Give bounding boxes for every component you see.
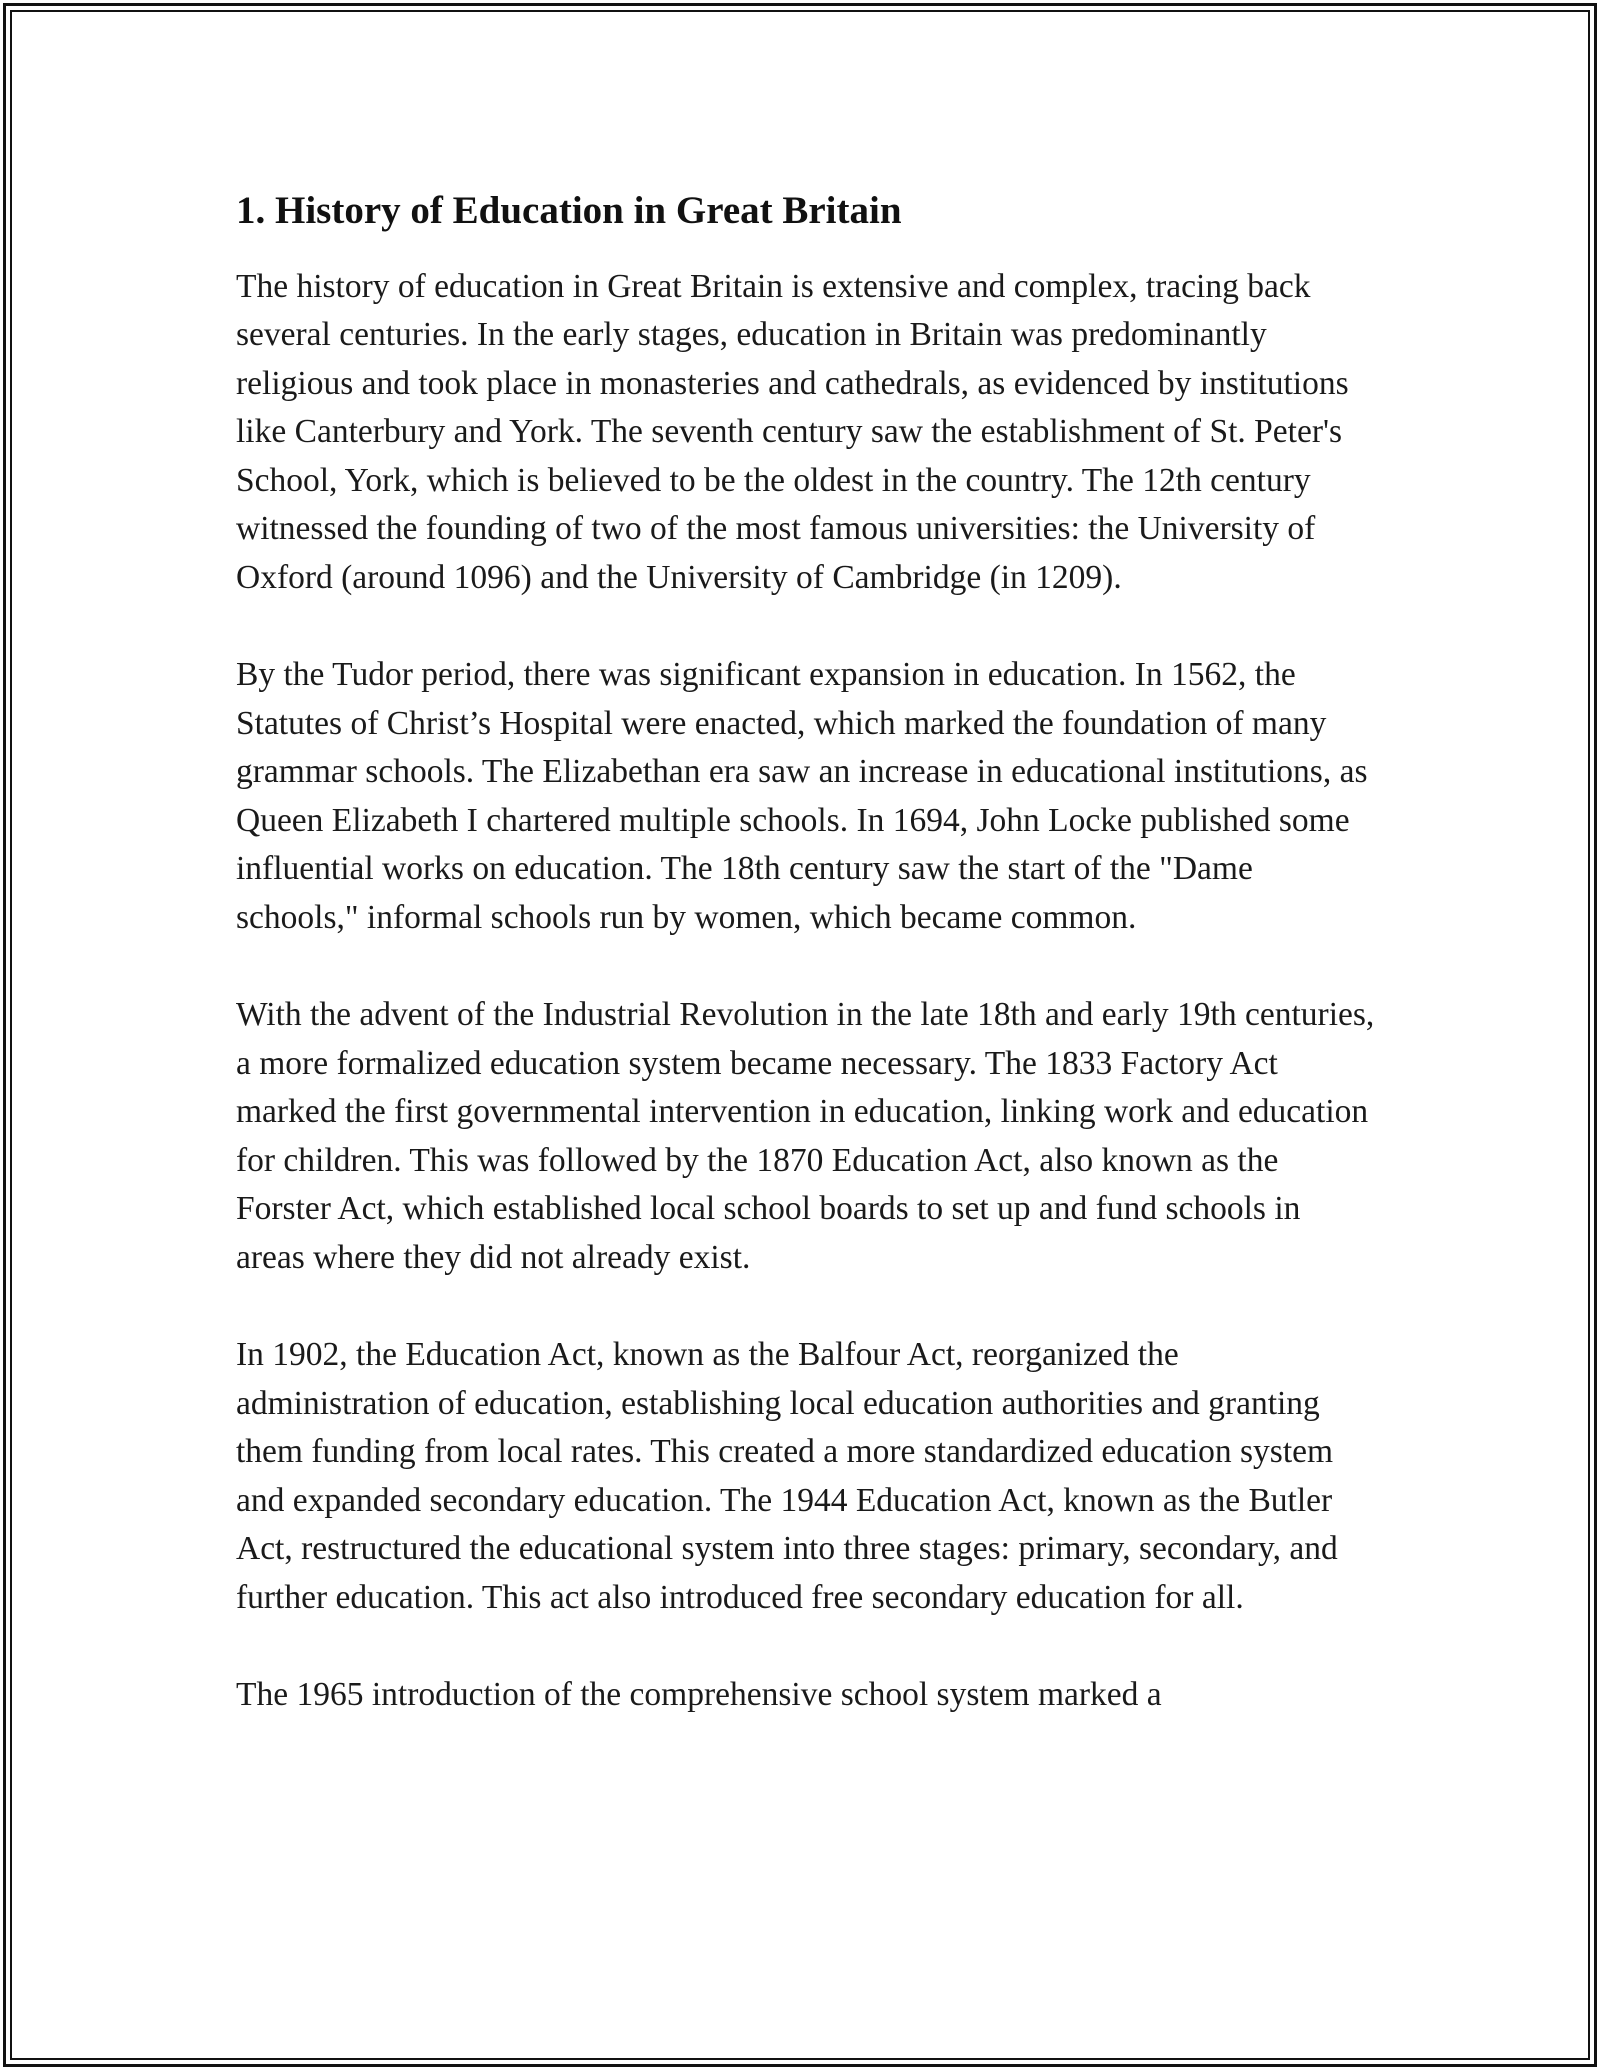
document-body <box>236 188 1376 1769</box>
paragraph-comprehensive-schools: The 1965 introduction of the comprehensive school system marked a <box>236 1676 1162 1714</box>
paragraph-industrial-revolution: With the advent of the Industrial Revolution in the late 18th and early 19th centuries, a more formalized education system became necessary. The 1833 Factory Act marked the first governmental intervention in education, linking work and education for children. This was followed by the 1870 Education Act, also known as the Forster Act, which established local school boards to set up and fund schools in areas where they did not already exist. <box>236 996 1375 1276</box>
paragraph-twentieth-century-acts: In 1902, the Education Act, known as the Balfour Act, reorganized the administration of education, establishing local education authorities and granting them funding from local rates. This created a more standardized education system and expanded secondary education. The 1944 Education Act, known as the Butler Act, restructured the educational system into three stages: primary, secondary, and further education. This act also introduced free secondary education for all. <box>236 1336 1338 1616</box>
section-heading: 1. History of Education in Great Britain <box>236 189 902 232</box>
paragraph-early-history: The history of education in Great Britain is extensive and complex, tracing back several centuries. In the early stages, education in Britain was predominantly religious and took place in monasteries and cathedrals, as evidenced by institutions like Canterbury and York. The seventh century saw the establishment of St. Peter's School, York, which is believed to be the oldest in the country. The 12th century witnessed the founding of two of the most famous universities: the University of Oxford (around 1096) and the University of Cambridge (in 1209). <box>236 267 1349 596</box>
paragraph-tudor-period: By the Tudor period, there was significant expansion in education. In 1562, the Statutes of Christ’s Hospital were enacted, which marked the foundation of many grammar schools. The Elizabethan era saw an increase in educational institutions, as Queen Elizabeth I chartered multiple schools. In 1694, John Locke published some influential works on education. The 18th century saw the start of the "Dame schools," informal schools run by women, which became common. <box>236 656 1368 936</box>
